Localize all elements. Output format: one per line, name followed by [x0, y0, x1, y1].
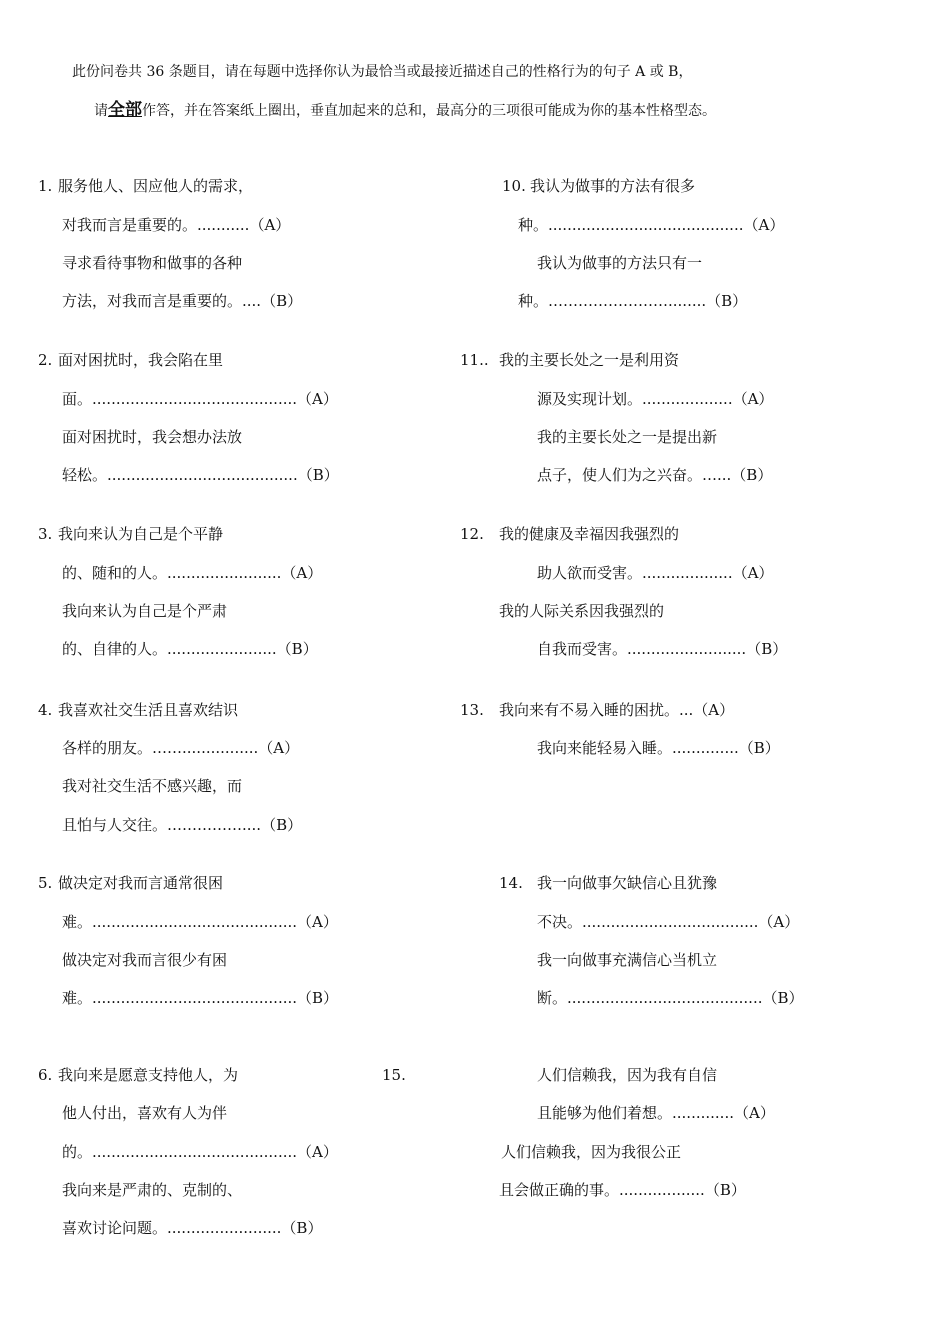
option-a-text: 我向来有不易入睡的困扰。...（A） [499, 701, 735, 719]
option-a-text: 种。.........................................（A） [518, 216, 785, 234]
option-a-text: 源及实现计划。...................（A） [537, 390, 774, 408]
option-a-text: 难。...........................................（A） [62, 913, 338, 931]
option-b-text: 且怕与人交往。……………....（B） [62, 816, 303, 834]
option-a-text: 的、随和的人。........................（A） [62, 564, 323, 582]
option-a-text: 服务他人、因应他人的需求， [58, 177, 254, 195]
option-b-text: 我认为做事的方法只有一 [537, 254, 703, 272]
option-a-text: 面。...........................................（A） [62, 390, 338, 408]
question-number: 15. [382, 1066, 406, 1084]
question-number: 10. [502, 177, 526, 195]
option-b-text: 的、自律的人。.......................（B） [62, 640, 318, 658]
option-b-text: 种。……………………........（B） [518, 292, 748, 310]
question-number: 14. [499, 874, 523, 892]
intro-line-2-before: 请 [94, 103, 108, 119]
option-b-text: 喜欢讨论问题。........................（B） [62, 1219, 323, 1237]
option-a-text: 且能够为他们着想。.............（A） [537, 1104, 775, 1122]
question-number: 2. [38, 351, 53, 369]
option-b-text: 轻松。........................................（B） [62, 466, 339, 484]
question-number: 1. [38, 177, 53, 195]
option-a-text: 我的主要长处之一是利用资 [499, 351, 680, 369]
option-b-text: 自我而受害。.........................（B） [537, 640, 788, 658]
option-a-text: 的。...........................................（A） [62, 1143, 338, 1161]
option-b-text: 我向来能轻易入睡。..............（B） [537, 739, 780, 757]
option-b-text: 且会做正确的事。..................（B） [499, 1181, 746, 1199]
option-a-text: 我一向做事欠缺信心且犹豫 [537, 874, 718, 892]
option-a-text: 我喜欢社交生活且喜欢结识 [58, 701, 239, 719]
option-a-text: 做决定对我而言通常很困 [58, 874, 224, 892]
intro-line-2 [94, 100, 716, 121]
option-a-text: 我的健康及幸福因我强烈的 [499, 525, 680, 543]
option-a-text: 我向来是愿意支持他人，为 [58, 1066, 239, 1084]
option-b-text: 难。...........................................（B） [62, 989, 339, 1007]
option-b-text: 我向来认为自己是个严肃 [62, 602, 228, 620]
option-a-text: 人们信赖我，因为我有自信 [537, 1066, 718, 1084]
option-b-text: 我的主要长处之一是提出新 [537, 428, 718, 446]
option-b-text: 寻求看待事物和做事的各种 [62, 254, 243, 272]
option-b-text: 我的人际关系因我强烈的 [499, 602, 665, 620]
option-b-text: 我一向做事充满信心当机立 [537, 951, 718, 969]
option-b-text: 人们信赖我，因为我很公正 [501, 1143, 682, 1161]
option-a-text: 面对困扰时，我会陷在里 [58, 351, 224, 369]
question-number: 6. [38, 1066, 53, 1084]
intro-line-1: 此份问卷共 36 条题目，请在每题中选择你认为最恰当或最接近描述自己的性格行为的句子 A 或 B， [72, 64, 693, 80]
intro-emphasis: 全部 [108, 100, 142, 120]
option-b-text: 我向来是严肃的、克制的、 [62, 1181, 243, 1199]
option-a-text: 他人付出，喜欢有人为伴 [62, 1104, 228, 1122]
option-b-text: 点子，使人们为之兴奋。…...（B） [537, 466, 773, 484]
question-number: 13. [460, 701, 484, 719]
option-a-text: 我向来认为自己是个平静 [58, 525, 224, 543]
question-number: 11.. [460, 351, 489, 369]
option-b-text: 方法，对我而言是重要的。....（B） [62, 292, 303, 310]
question-number: 12. [460, 525, 484, 543]
question-number: 4. [38, 701, 53, 719]
question-number: 3. [38, 525, 53, 543]
option-a-text: 不决。.....................................（A） [537, 913, 800, 931]
option-a-text: 助人欲而受害。...................（A） [537, 564, 774, 582]
intro-line-2-after: 作答，并在答案纸上圈出，垂直加起来的总和，最高分的三项很可能成为你的基本性格型态。 [142, 103, 716, 119]
option-a-text: 各样的朋友。……................（A） [62, 739, 300, 757]
option-a-text: 对我而言是重要的。...........（A） [62, 216, 291, 234]
question-number: 5. [38, 874, 53, 892]
option-b-text: 面对困扰时，我会想办法放 [62, 428, 243, 446]
option-b-text: 我对社交生活不感兴趣，而 [62, 777, 243, 795]
option-b-text: 断。.........................................（B） [537, 989, 804, 1007]
option-a-text: 我认为做事的方法有很多 [530, 177, 696, 195]
option-b-text: 做决定对我而言很少有困 [62, 951, 228, 969]
